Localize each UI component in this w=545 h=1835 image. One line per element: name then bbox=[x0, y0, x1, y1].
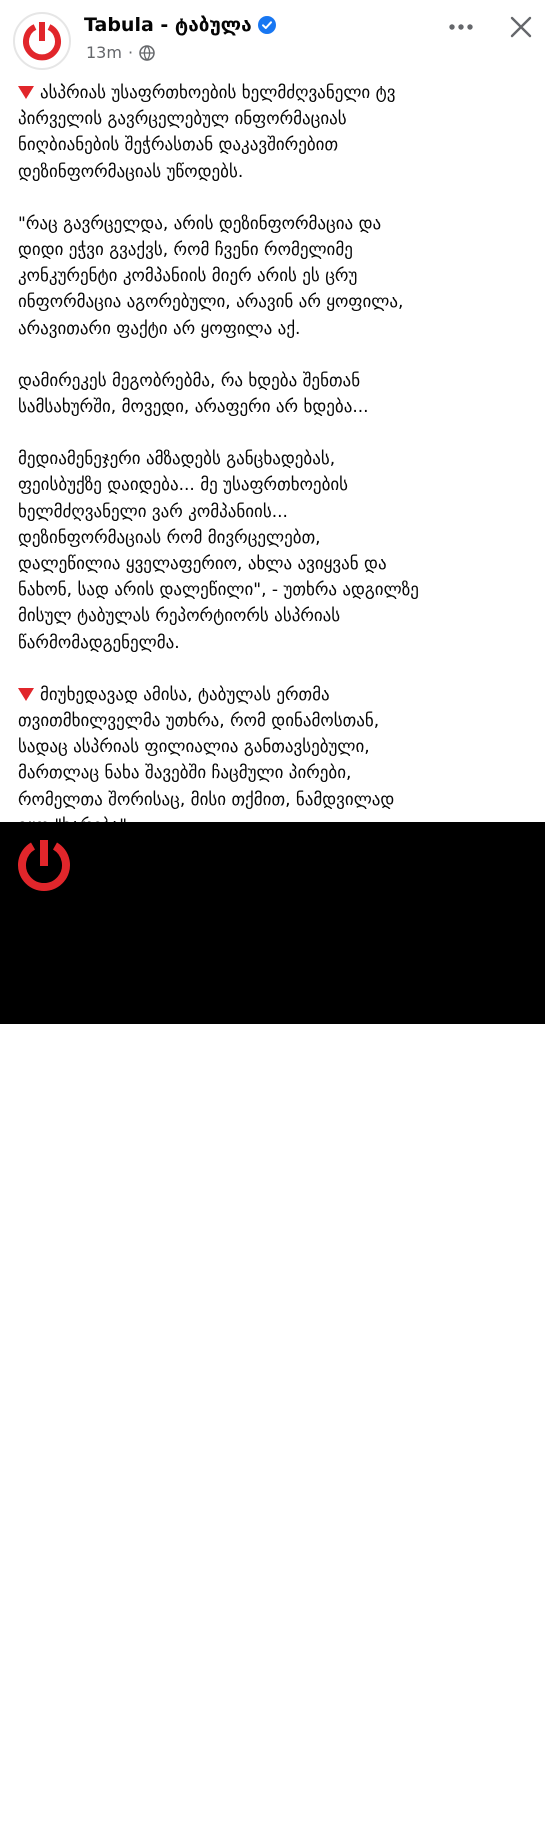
page-avatar[interactable] bbox=[13, 12, 71, 70]
tabula-power-logo-icon bbox=[19, 18, 65, 64]
verified-badge-icon bbox=[258, 16, 276, 34]
home-indicator bbox=[178, 1828, 364, 1835]
post-paragraph-text: მიუხედავად ამისა, ტაბულას ერთმა თვითმხილველმა უთხრა, რომ დინამოსთან, სადაც ასპრიას ფილიალია განთავსებული, მართლაც ნახა შავებში ჩაცმული პირები, რომელთა შორისაც, მისი თქმით, ნამდვილად bbox=[18, 684, 395, 810]
page-name-row bbox=[84, 14, 276, 36]
close-icon[interactable] bbox=[506, 12, 536, 42]
tabula-power-logo-icon bbox=[14, 836, 74, 896]
post-paragraph bbox=[18, 80, 532, 185]
post-header bbox=[0, 0, 545, 72]
post-media[interactable] bbox=[0, 822, 545, 1024]
post-text bbox=[18, 80, 532, 839]
post-meta bbox=[86, 43, 155, 62]
post-paragraph: მედიამენეჯერი ამზადებს განცხადებას, ფეისბუქზე დაიდება... მე უსაფრთხოების ხელმძღვანელი ვარ კომპანიის... დეზინფორმაციას რომ მივრცელებთ, დალეწილია ყველაფერიო, ახლა ავიყვან და ნახონ, სად არის დალეწილი", - უთხრა ადგილზე მისულ ტაბულას რეპორტიორს ასპრიას წარმომადგენელმა. bbox=[18, 449, 419, 653]
red-triangle-icon bbox=[18, 86, 34, 99]
post-timestamp[interactable]: 13m bbox=[86, 43, 122, 62]
globe-icon[interactable] bbox=[139, 45, 155, 61]
post-paragraph-text: ასპრიას უსაფრთხოების ხელმძღვანელი ტვ პირველის გავრცელებულ ინფორმაციას ნიღბიანების შეჭრასთან დაკავშირებით დეზინფორმაციას უწოდებს. bbox=[18, 83, 396, 182]
meta-separator: · bbox=[127, 43, 134, 62]
post-paragraph bbox=[18, 682, 532, 839]
post-paragraph: დამირეკეს მეგობრებმა, რა ხდება შენთან სამსახურში, მოვედი, არაფერი არ ხდება... bbox=[18, 370, 369, 418]
page-name-link[interactable]: Tabula - ტაბულა bbox=[84, 14, 252, 36]
post-paragraph: "რაც გავრცელდა, არის დეზინფორმაცია და დიდი ეჭვი გვაქვს, რომ ჩვენი რომელიმე კონკურენტი კომპანიის მიერ არის ეს ცრუ ინფორმაცია აგორებული, არავინ არ ყოფილა, არავითარი ფაქტი არ ყოფილა აქ. bbox=[18, 213, 404, 339]
more-options-icon[interactable] bbox=[446, 14, 476, 40]
red-triangle-icon bbox=[18, 688, 34, 701]
